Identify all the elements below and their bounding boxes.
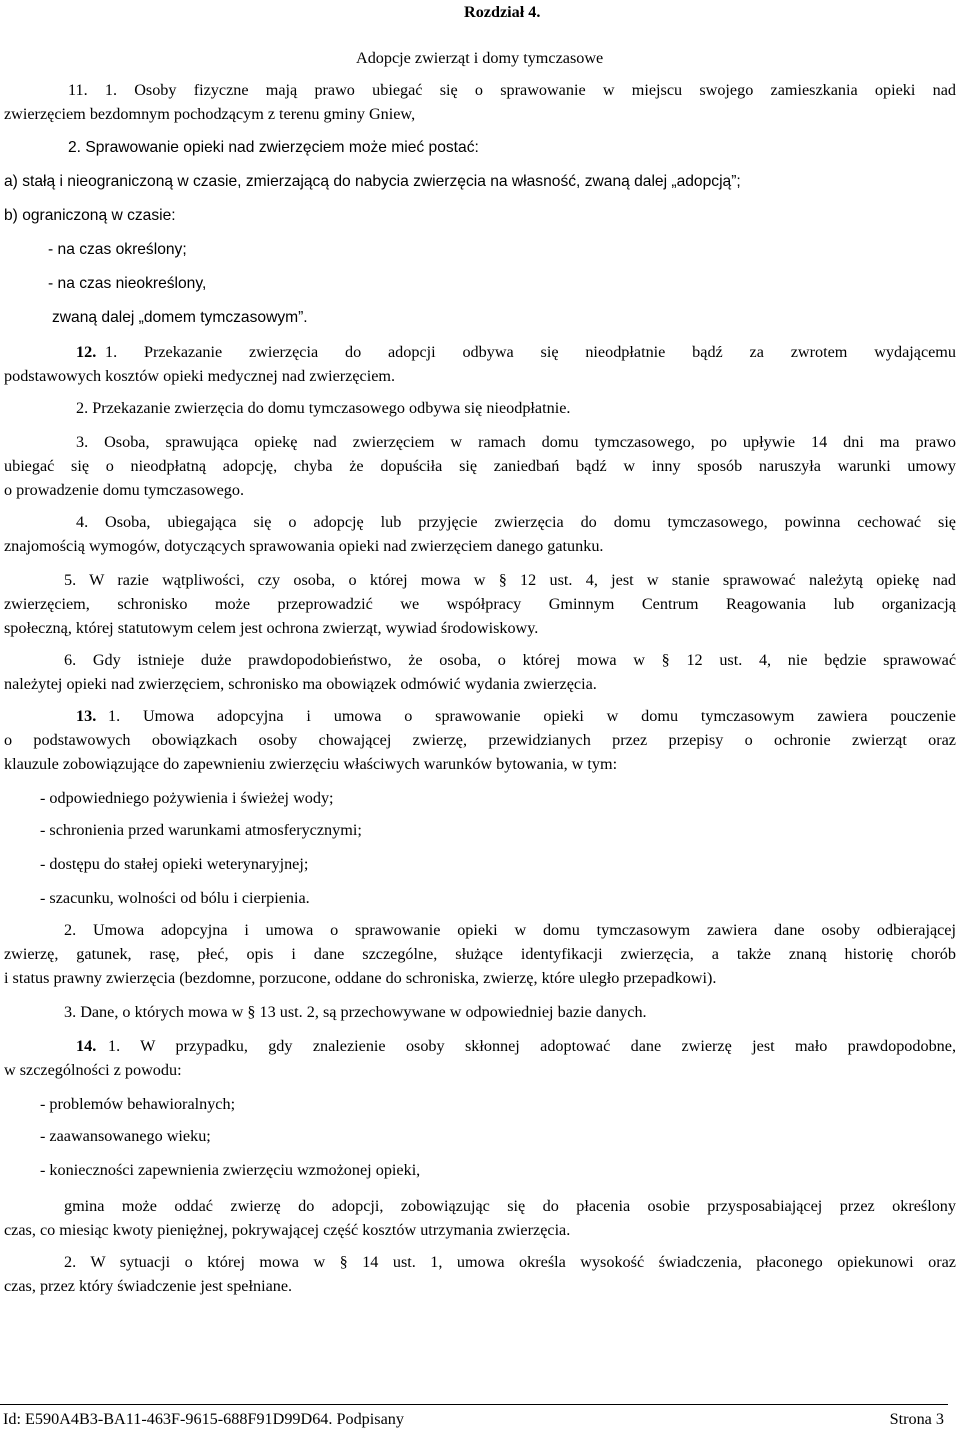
p12-line: podstawowych kosztów opieki medycznej nad zwierzęciem. (4, 367, 396, 385)
p13-line: 1. Umowa adopcyjna i umowa o sprawowanie opieki w domu tymczasowym zawiera pouczenie (108, 707, 956, 725)
footer-document-id: Id: E590A4B3-BA11-463F-9615-688F91D99D64. Podpisany (3, 1410, 404, 1428)
p14-dash-item: - problemów behawioralnych; (40, 1095, 236, 1113)
p12-line: o prowadzenie domu tymczasowego. (4, 481, 245, 499)
p12-line: należytej opieki nad zwierzęciem, schronisko ma obowiązek odmówić wydania zwierzęcia. (4, 675, 597, 693)
p11-dash-item: - na czas nieokreślony, (48, 275, 207, 292)
p12-line: 1. Przekazanie zwierzęcia do adopcji odbywa się nieodpłatnie bądź za zwrotem wydającemu (105, 343, 956, 361)
p13-dash-item: - odpowiedniego pożywienia i świeżej wody; (40, 789, 334, 807)
p11-item-a: a) stałą i nieograniczoną w czasie, zmierzającą do nabycia zwierzęcia na własność, zwaną dalej „adopcją”; (4, 173, 741, 190)
p11-dash-item: - na czas określony; (48, 241, 187, 258)
p13-line: klauzule zobowiązujące do zapewnieniu zwierzęciu właściwych warunków bytowania, w tym: (4, 755, 618, 773)
p13-dash-item: - schronienia przed warunkami atmosferycznymi; (40, 821, 362, 839)
p12-line: 2. Przekazanie zwierzęcia do domu tymczasowego odbywa się nieodpłatnie. (76, 399, 571, 417)
p11-item-b: b) ograniczoną w czasie: (4, 207, 176, 224)
chapter-title: Rozdział 4. (464, 3, 541, 21)
p13-dash-item: - szacunku, wolności od bólu i cierpienia. (40, 889, 310, 907)
p12-line: znajomością wymogów, dotyczących sprawowania opieki nad zwierzęciem danego gatunku. (4, 537, 604, 555)
p14-dash-item: - konieczności zapewnienia zwierzęciu wzmożonej opieki, (40, 1161, 421, 1179)
p13-line: i status prawny zwierzęcia (bezdomne, porzucone, oddane do schroniska, zwierzę, które uległo przepadkowi). (4, 969, 717, 987)
p14-line: czas, przez który świadczenie jest spełniane. (4, 1277, 293, 1295)
p12-line: 4. Osoba, ubiegająca się o adopcję lub przyjęcie zwierzęcia do domu tymczasowego, powinna cechować się (76, 513, 956, 531)
p13-line: 2. Umowa adopcyjna i umowa o sprawowanie opieki w domu tymczasowym zawiera dane osoby odbierającej (64, 921, 956, 939)
p11-line: zwierzęciem bezdomnym pochodzącym z terenu gminy Gniew, (4, 105, 416, 123)
footer-divider (0, 1404, 948, 1405)
p12-line: 3. Osoba, sprawująca opiekę nad zwierzęciem w ramach domu tymczasowego, po upływie 14 dni ma prawo (76, 433, 956, 451)
section-title: Adopcje zwierząt i domy tymczasowe (356, 49, 604, 67)
p12-line: 5. W razie wątpliwości, czy osoba, o której mowa w § 12 ust. 4, jest w stanie sprawować należytą opiekę nad (64, 571, 956, 589)
p11-closing: zwaną dalej „domem tymczasowym”. (52, 309, 308, 326)
p14-line: 2. W sytuacji o której mowa w § 14 ust. 1, umowa określa wysokość świadczenia, płaconego opiekunowi oraz (64, 1253, 956, 1271)
footer-page-number: Strona 3 (889, 1410, 944, 1428)
p14-line: 1. W przypadku, gdy znalezienie osoby skłonnej adoptować dane zwierzę jest mało prawdopodobne, (108, 1037, 956, 1055)
p12-line: ubiegać się o nieodpłatną adopcję, chyba że dopuściła się zaniedbań bądź w inny sposób naruszyła warunki umowy (4, 457, 956, 475)
p11-line: 2. Sprawowanie opieki nad zwierzęciem może mieć postać: (68, 139, 479, 156)
p13-number: 13. (76, 707, 97, 725)
p14-dash-item: - zaawansowanego wieku; (40, 1127, 211, 1145)
p12-line: 6. Gdy istnieje duże prawdopodobieństwo, że osoba, o której mowa w § 12 ust. 4, nie będzie sprawować (64, 651, 956, 669)
p12-number: 12. (76, 343, 97, 361)
p14-line: czas, co miesiąc kwoty pieniężnej, pokrywającej część kosztów utrzymania zwierzęcia. (4, 1221, 571, 1239)
p14-line: w szczególności z powodu: (4, 1061, 182, 1079)
p13-dash-item: - dostępu do stałej opieki weterynaryjnej; (40, 855, 309, 873)
p12-line: zwierzęciem, schronisko może przeprowadzić we współpracy Gminnym Centrum Reagowania lub organizacją (4, 595, 956, 613)
p13-line: 3. Dane, o których mowa w § 13 ust. 2, są przechowywane w odpowiedniej bazie danych. (64, 1003, 647, 1021)
p12-line: społeczną, której statutowym celem jest ochrona zwierząt, wywiad środowiskowy. (4, 619, 539, 637)
p14-line: gmina może oddać zwierzę do adopcji, zobowiązując się do płacenia osobie przysposabiającej przez określony (64, 1197, 956, 1215)
p13-line: zwierzę, gatunek, rasę, płeć, opis i dane szczególne, służące identyfikacji zwierzęcia, a także znaną historię chorób (4, 945, 956, 963)
p13-line: o podstawowych obowiązkach osoby chowającej zwierzę, przewidzianych przez przepisy o ochronie zwierząt oraz (4, 731, 956, 749)
p11-line: 11. 1. Osoby fizyczne mają prawo ubiegać się o sprawowanie w miejscu swojego zamieszkania opieki nad (68, 81, 956, 99)
p14-number: 14. (76, 1037, 97, 1055)
